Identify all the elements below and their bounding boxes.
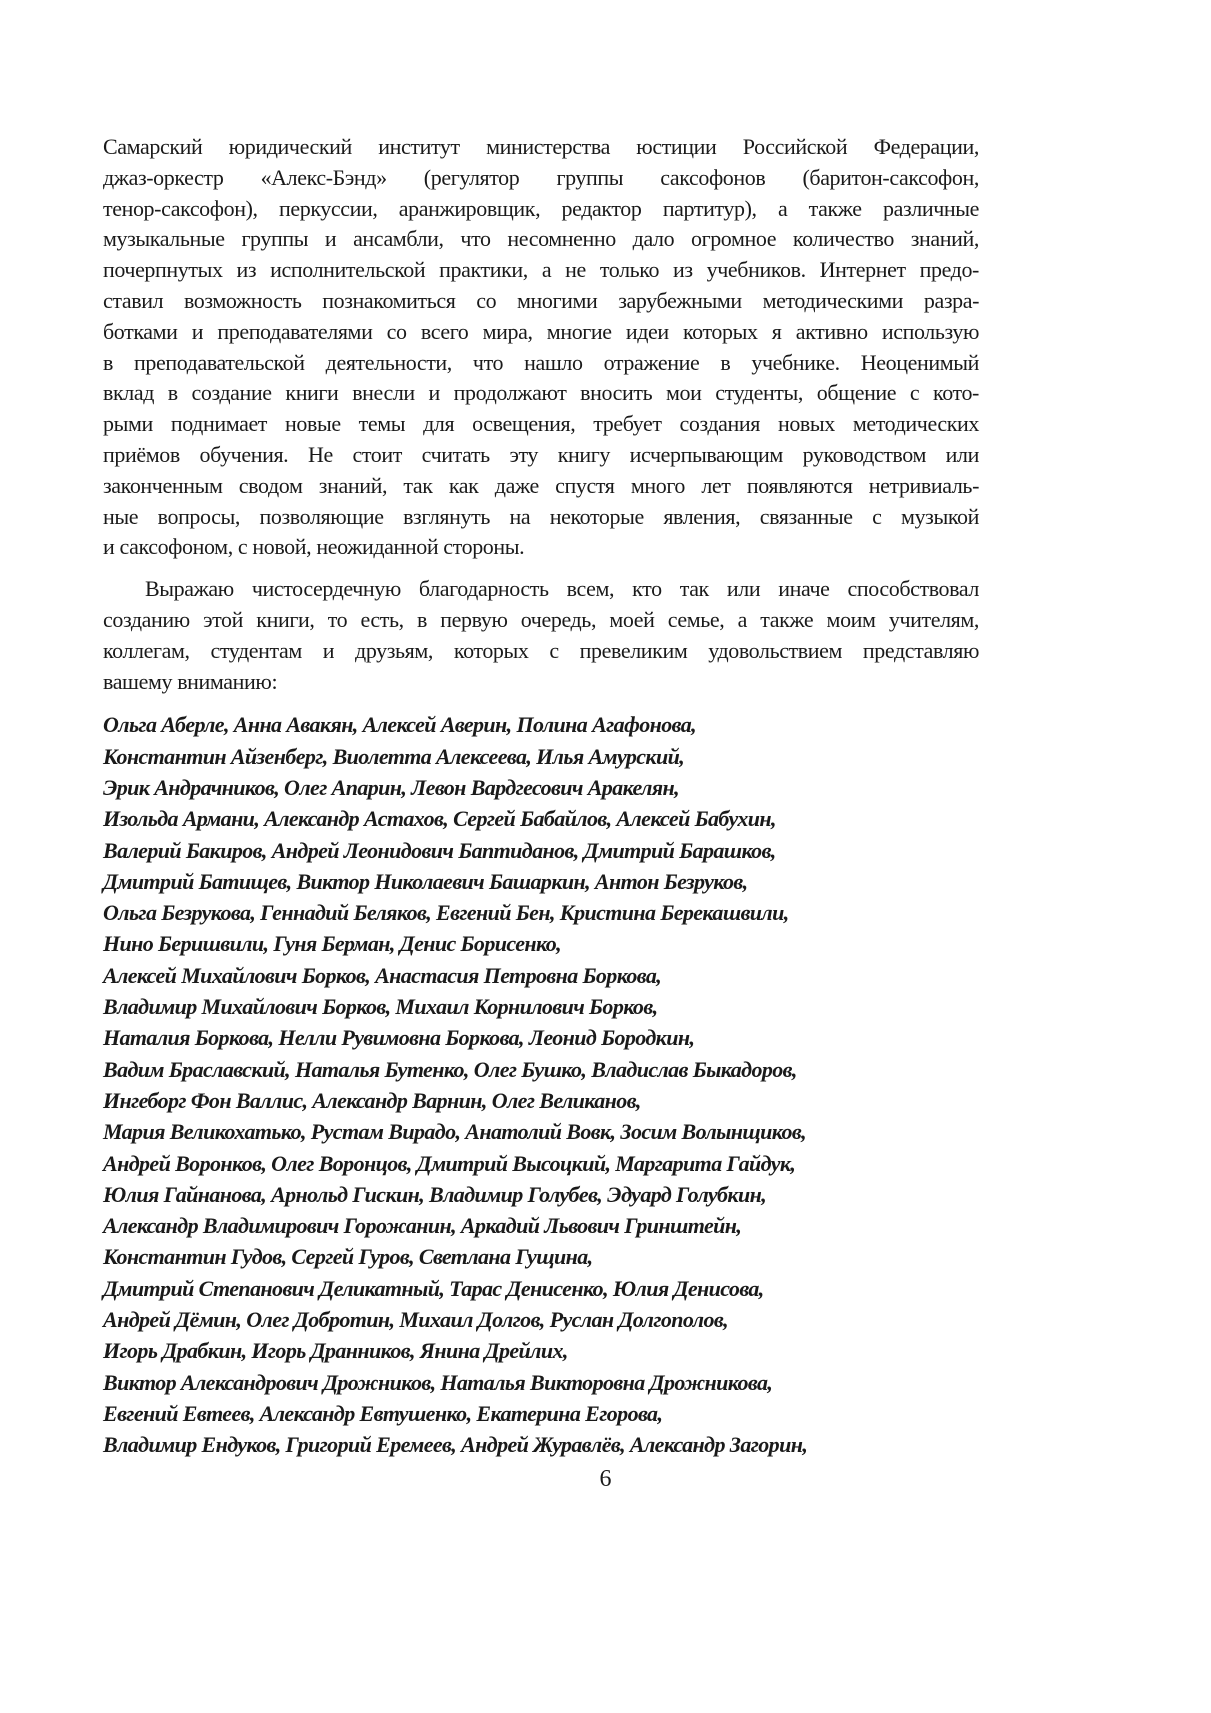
name-line: Андрей Дёмин, Олег Добротин, Михаил Долгов, Руслан Долгополов,: [103, 1306, 728, 1332]
text-line: почерпнутых из исполнительской практики, а не только из учебников. Интернет предо-: [103, 257, 979, 283]
page-number: 6: [599, 1466, 612, 1492]
acknowledgement-names-list: [103, 709, 979, 1460]
paragraph-1: [103, 132, 979, 563]
text-line: джаз-оркестр «Алекс-Бэнд» (регулятор группы саксофонов (баритон-саксофон,: [103, 164, 979, 190]
name-line: Константин Айзенберг, Виолетта Алексеева, Илья Амурский,: [103, 743, 685, 769]
name-line: Мария Великохатько, Рустам Вирадо, Анатолий Вовк, Зосим Волынщиков,: [103, 1119, 807, 1145]
text-line: законченным сводом знаний, так как даже спустя много лет появляются нетривиаль-: [103, 472, 979, 498]
name-line: Валерий Бакиров, Андрей Леонидович Баптиданов, Дмитрий Барашков,: [103, 837, 776, 863]
text-line: Выражаю чистосердечную благодарность всем, кто так или иначе способствовал: [145, 576, 979, 602]
name-line: Виктор Александрович Дрожников, Наталья Викторовна Дрожникова,: [103, 1369, 773, 1395]
name-line: Эрик Андрачников, Олег Апарин, Левон Вардгесович Аракелян,: [103, 774, 680, 800]
paragraph-2: [103, 574, 979, 697]
text-line: вклад в создание книги внесли и продолжают вносить мои студенты, общение с кото-: [103, 380, 979, 406]
name-line: Евгений Евтеев, Александр Евтушенко, Екатерина Егорова,: [103, 1400, 663, 1426]
text-line: музыкальные группы и ансамбли, что несомненно дало огромное количество знаний,: [103, 226, 979, 252]
name-line: Игорь Драбкин, Игорь Дранников, Янина Дрейлих,: [103, 1338, 568, 1364]
name-line: Ольга Безрукова, Геннадий Беляков, Евгений Бен, Кристина Берекашвили,: [103, 900, 789, 926]
name-line: Владимир Михайлович Борков, Михаил Корнилович Борков,: [103, 994, 658, 1020]
name-line: Изольда Армани, Александр Астахов, Сергей Бабайлов, Алексей Бабухин,: [103, 806, 776, 832]
text-line: Самарский юридический институт министерства юстиции Российской Федерации,: [103, 134, 979, 159]
name-line: Дмитрий Степанович Деликатный, Тарас Денисенко, Юлия Денисова,: [103, 1275, 764, 1301]
name-line: Ольга Аберле, Анна Авакян, Алексей Аверин, Полина Агафонова,: [103, 712, 697, 738]
text-line: ные вопросы, позволяющие взглянуть на некоторые явления, связанные с музыкой: [103, 503, 979, 529]
name-line: Ингеборг Фон Валлис, Александр Варнин, Олег Великанов,: [103, 1087, 641, 1113]
name-line: Константин Гудов, Сергей Гуров, Светлана Гущина,: [103, 1244, 593, 1270]
name-line: Владимир Ендуков, Григорий Еремеев, Андрей Журавлёв, Александр Загорин,: [103, 1432, 808, 1458]
text-line: и саксофоном, с новой, неожиданной стороны.: [103, 534, 525, 560]
text-line: ботками и преподавателями со всего мира, многие идеи которых я активно использую: [103, 318, 979, 344]
name-line: Наталия Боркова, Нелли Рувимовна Боркова, Леонид Бородкин,: [103, 1025, 695, 1051]
text-line: в преподавательской деятельности, что нашло отражение в учебнике. Неоценимый: [103, 349, 979, 375]
text-line: коллегам, студентам и друзьям, которых с превеликим удовольствием представляю: [103, 637, 979, 663]
name-line: Вадим Браславский, Наталья Бутенко, Олег Бушко, Владислав Быкадоров,: [103, 1056, 797, 1082]
name-line: Нино Беришвили, Гуня Берман, Денис Борисенко,: [103, 931, 562, 957]
text-line: вашему вниманию:: [103, 668, 278, 694]
text-line: созданию этой книги, то есть, в первую очередь, моей семье, а также моим учителям,: [103, 606, 979, 632]
name-line: Александр Владимирович Горожанин, Аркадий Львович Гринштейн,: [103, 1213, 742, 1239]
name-line: Дмитрий Батищев, Виктор Николаевич Башаркин, Антон Безруков,: [103, 868, 748, 894]
text-line: приёмов обучения. Не стоит считать эту книгу исчерпывающим руководством или: [103, 441, 979, 467]
page-body: [103, 132, 979, 1460]
name-line: Юлия Гайнанова, Арнольд Гискин, Владимир Голубев, Эдуард Голубкин,: [103, 1181, 767, 1207]
name-line: Алексей Михайлович Борков, Анастасия Петровна Боркова,: [103, 962, 662, 988]
text-line: тенор-саксофон), перкуссии, аранжировщик, редактор партитур), а также различные: [103, 195, 979, 221]
text-line: рыми поднимает новые темы для освещения, требует создания новых методических: [103, 411, 979, 437]
text-line: ставил возможность познакомиться со многими зарубежными методическими разра-: [103, 287, 979, 313]
name-line: Андрей Воронков, Олег Воронцов, Дмитрий Высоцкий, Маргарита Гайдук,: [103, 1150, 796, 1176]
